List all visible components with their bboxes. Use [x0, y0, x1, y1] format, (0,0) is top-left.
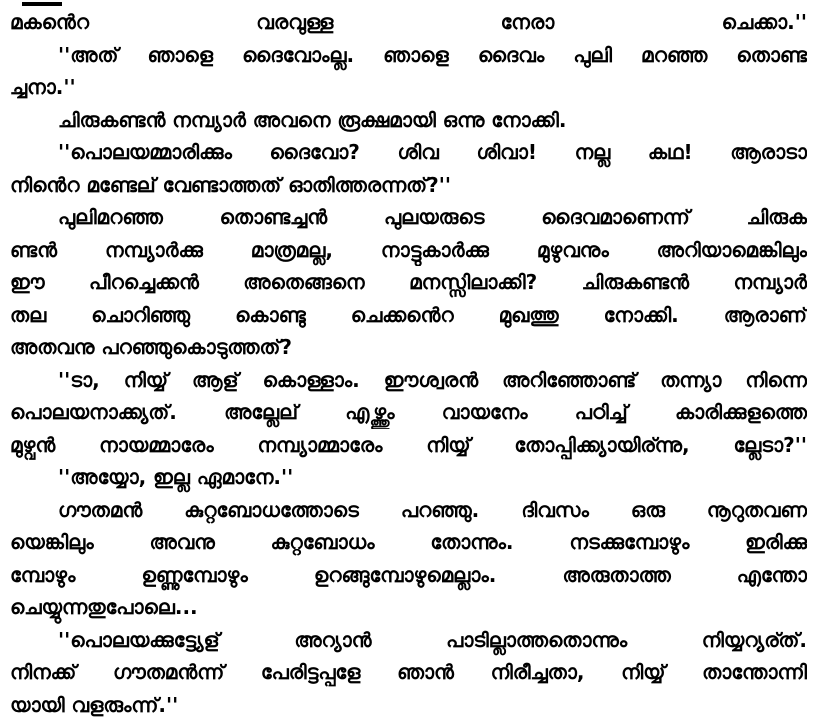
cropped-previous-line — [10, 0, 807, 6]
text-line: പുലിമറഞ്ഞ തൊണ്ടച്ചൻ പുലയരുടെ ദൈവമാണെന്ന് ചിരുക — [10, 201, 807, 234]
text-line: ഈ പീറച്ചെക്കൻ അതെങ്ങനെ മനസ്സിലാക്കി? ചിരുകണ്ടൻ നമ്പ്യാർ — [10, 266, 807, 299]
text-line: ''അത് ഞാളെ ദൈവോംല്ല. ഞാളെ ദൈവം പുലി മറഞ്ഞ തൊണ്ട — [10, 39, 807, 72]
text-line: യായി വളരുംന്ന്.'' — [10, 689, 807, 721]
text-line: മകൻെറ വരവുള്ള നേരാ ചെക്കാ.'' — [10, 6, 807, 39]
text-line: ചിരുകണ്ടൻ നമ്പ്യാർ അവനെ രൂക്ഷമായി ഒന്നു നോക്കി. — [10, 104, 807, 137]
text-line: ഗൗതമൻ കുറ്റബോധത്തോടെ പറഞ്ഞു. ദിവസം ഒരു നൂറുതവണ — [10, 494, 807, 527]
text-line: യെങ്കിലും അവനു കുറ്റബോധം തോന്നും. നടക്കുമ്പോഴും ഇരിക്കു — [10, 526, 807, 559]
text-line: പൊലയനാക്ക്യത്. അല്ലേല് എഴ്ത്തും വായനേം പഠിച്ച് കാരിക്കുളത്തെ — [10, 396, 807, 429]
text-line: ച്ചനാ.'' — [10, 71, 807, 104]
text-line: ''അയ്യോ, ഇല്ല ഏമാനേ.'' — [10, 461, 807, 494]
text-line: ചെയ്യുന്നതുപോലെ... — [10, 591, 807, 624]
text-line: ണ്ടൻ നമ്പ്യാർക്കു മാത്രമല്ല, നാട്ടുകാർക്കു മുഴുവനും അറിയാമെങ്കിലും — [10, 234, 807, 267]
text-line: അതവനു പറഞ്ഞുകൊടുത്തത്? — [10, 331, 807, 364]
text-line: ''പൊലയക്കുട്ട്യേള് അറ്യാൻ പാടില്ലാത്തതൊന്നും നിയ്യറ്യര്ത്. — [10, 624, 807, 657]
text-line: നിൻെറ മണ്ടേല് വേണ്ടാത്തത് ഓതിത്തരന്നത്?'' — [10, 169, 807, 202]
text-line: തല ചൊറിഞ്ഞു കൊണ്ടു ചെക്കൻെറ മുഖത്തു നോക്കി. ആരാണ് — [10, 299, 807, 332]
text-line: ''പൊലയമ്മാരിക്കും ദൈവോ? ശിവ ശിവാ! നല്ല കഥ! ആരാടാ — [10, 136, 807, 169]
text-line: ''ടാ, നിയ്യ് ആള് കൊള്ളാം. ഈശ്വരൻ അറിഞ്ഞോണ്ട് തന്ന്യാ നിന്നെ — [10, 364, 807, 397]
text-line: മുഴ്വൻ നായമ്മാരേം നമ്പ്യാമ്മാരേം നിയ്യ് തോപ്പിക്ക്യായിര്ന്നു, ല്ലേടാ?'' — [10, 429, 807, 462]
text-line: മ്പോഴും ഉണ്ണുമ്പോഴും ഉറങ്ങുമ്പോഴുമെല്ലാം. അരുതാത്ത എന്തോ — [10, 559, 807, 592]
text-line: നിനക്ക് ഗൗതമൻന്ന് പേരിട്ടപ്പളേ ഞാൻ നിരീച്ചതാ, നിയ്യ് താന്തോന്നി — [10, 656, 807, 689]
